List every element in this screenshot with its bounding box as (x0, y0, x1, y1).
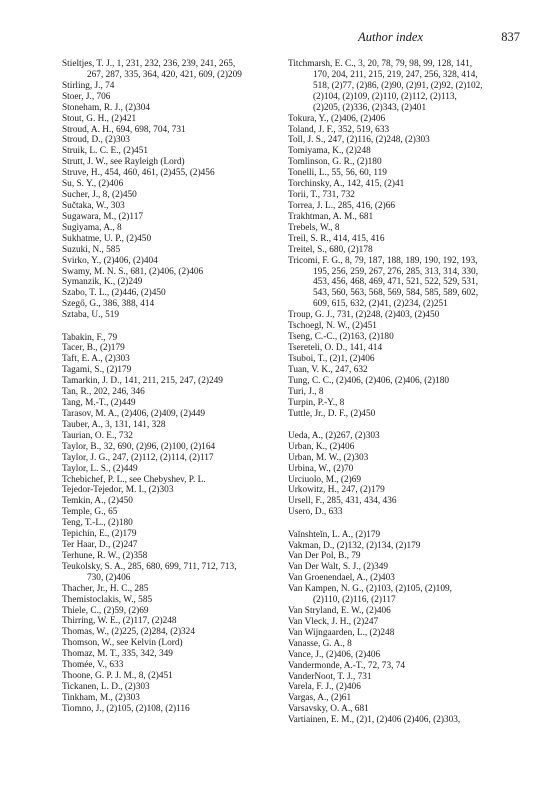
index-entry (62, 682, 294, 693)
index-entry-line: Strutt, J. W., see Rayleigh (Lord) (62, 157, 185, 168)
index-entry-line: Taurian, O. E., 732 (62, 430, 133, 441)
index-entry-line: 543, 560, 563, 568, 569, 584, 585, 589, 602, (313, 288, 479, 299)
index-entry-line: Stroud, A. H., 694, 698, 704, 731 (62, 124, 186, 135)
index-entry (62, 649, 294, 660)
index-entry (288, 365, 520, 376)
index-entry (62, 376, 294, 387)
index-entry-line: Sučtaka, W., 303 (62, 200, 125, 211)
index-entry (62, 518, 294, 529)
index-entry (62, 288, 294, 299)
index-entry (62, 464, 294, 475)
index-entry-line: Tomiyama, K., (2)248 (288, 146, 371, 157)
index-entry (288, 453, 520, 464)
index-entry (288, 114, 520, 125)
index-entry-line: (2)110, (2)116, (2)117 (313, 595, 396, 606)
index-entry-line: Van Kampen, N. G., (2)103, (2)105, (2)109, (288, 584, 452, 595)
index-entry-line: Stout, G. H., (2)421 (62, 113, 137, 124)
index-entry-line: Tabakin, F., 79 (62, 332, 118, 343)
index-entry (62, 234, 294, 245)
page-number: 837 (501, 30, 520, 44)
index-entry-line: Usero, D., 633 (288, 507, 343, 518)
index-entry-line: Van Der Walt, S. J., (2)349 (288, 562, 389, 573)
index-entry (62, 201, 294, 212)
index-entry-line: Tseng, C.-C., (2)163, (2)180 (288, 332, 394, 343)
index-entry-line: Tauber, A., 3, 131, 141, 328 (62, 419, 166, 430)
index-entry (288, 343, 520, 354)
letter-group-gap (288, 518, 520, 529)
index-entry-line: Suzuki, N., 585 (62, 244, 121, 255)
index-entry-line: Vance, J., (2)406, (2)406 (288, 649, 381, 660)
index-entry-line: Tacer, B., (2)179 (62, 343, 125, 354)
index-entry (62, 507, 294, 518)
index-entry-line: Titchmarsh, E. C., 3, 20, 78, 79, 98, 99, 128, 141, (288, 59, 473, 69)
index-entry-line: Thacher, Jr., H. C., 285 (62, 583, 149, 594)
index-entry-line: Ueda, A., (2)267, (2)303 (288, 430, 380, 441)
index-entry (62, 212, 294, 223)
index-entry-line: Szegő, G., 386, 388, 414 (62, 299, 155, 310)
index-entry-line: Vargas, A., (2)61 (288, 693, 352, 704)
index-entry-line: Sztaba, U., 519 (62, 310, 120, 321)
index-entry (62, 638, 294, 649)
index-entry (62, 223, 294, 234)
index-entry-line: Terhune, R. W., (2)358 (62, 550, 148, 561)
index-entry (288, 157, 520, 168)
index-entry-line: Tagami, S., (2)179 (62, 365, 132, 376)
index-entry (288, 606, 520, 617)
index-entry-line: 730, (2)406 (87, 572, 131, 583)
index-entry-line: Ursell, F., 285, 431, 434, 436 (288, 496, 397, 507)
index-entry (288, 398, 520, 409)
letter-group-gap (62, 321, 294, 332)
index-entry (288, 442, 520, 453)
index-entry-line: 609, 615, 632, (2)41, (2)234, (2)251 (313, 299, 448, 310)
index-entry (288, 715, 520, 726)
index-entry (288, 256, 520, 311)
index-entry (288, 584, 520, 606)
index-entry (288, 704, 520, 715)
index-column-left (62, 59, 294, 715)
index-entry-line: Tinkham, M., (2)303 (62, 692, 140, 703)
index-entry-line: Symanzik, K., (2)249 (62, 277, 143, 288)
index-entry-line: Varela, F. J., (2)406 (288, 682, 361, 693)
index-entry-line: Tuan, V. K., 247, 632 (288, 364, 368, 375)
index-entry (62, 485, 294, 496)
index-entry-line: Su, S. Y., (2)406 (62, 179, 124, 190)
index-entry-line: Tepichín, E., (2)179 (62, 529, 137, 540)
index-entry-line: Tokura, Y., (2)406, (2)406 (288, 113, 386, 124)
index-entry-line: Sugiyama, A., 8 (62, 222, 122, 233)
index-entry-line: Stroud, D., (2)303 (62, 135, 130, 146)
index-entry-line: Stieltjes, T. J., 1, 231, 232, 236, 239, 241, 265, (62, 59, 236, 69)
index-entry-line: VanderNoot, T. J., 731 (288, 671, 372, 682)
index-entry (62, 59, 294, 81)
index-entry (62, 431, 294, 442)
index-entry-line: Tan, R., 202, 246, 346 (62, 387, 145, 398)
index-entry (288, 59, 520, 114)
index-entry-line: Torchinsky, A., 142, 415, (2)41 (288, 179, 405, 190)
index-entry (62, 245, 294, 256)
index-entry-line: Turi, J., 8 (288, 386, 324, 397)
index-entry-line: Urciuolo, M., (2)69 (288, 474, 362, 485)
index-entry (62, 671, 294, 682)
index-entry (288, 475, 520, 486)
index-entry (288, 234, 520, 245)
index-entry (62, 420, 294, 431)
index-entry-line: Tang, M.-T., (2)449 (62, 398, 136, 409)
index-entry (62, 256, 294, 267)
index-entry (62, 354, 294, 365)
index-entry-line: Thoone, G. P. J. M., 8, (2)451 (62, 671, 173, 682)
index-entry-line: Treitel, S., 680, (2)178 (288, 244, 373, 255)
index-entry-line: Urban, K., (2)406 (288, 441, 355, 452)
index-entry-line: Van Stryland, E. W., (2)406 (288, 606, 391, 617)
index-entry (62, 551, 294, 562)
index-entry (62, 103, 294, 114)
index-entry (288, 693, 520, 704)
index-entry (288, 541, 520, 552)
index-entry-line: Thomas, W., (2)225, (2)284, (2)324 (62, 627, 195, 638)
index-entry-line: Troup, G. J., 731, (2)248, (2)403, (2)450 (288, 310, 440, 321)
index-entry-line: Ter Haar, D., (2)247 (62, 540, 138, 551)
index-entry (62, 475, 294, 486)
index-entry (288, 409, 520, 420)
index-entry (288, 179, 520, 190)
index-entry-line: 195, 256, 259, 267, 276, 285, 313, 314, 330, (313, 266, 479, 277)
index-entry-line: Sugawara, M., (2)117 (62, 211, 143, 222)
index-entry-line: Trebels, W., 8 (288, 222, 340, 233)
index-entry-line: Temple, G., 65 (62, 507, 118, 518)
index-entry-line: Turpin, P.-Y., 8 (288, 397, 345, 408)
index-entry (288, 190, 520, 201)
index-entry-line: Urbina, W., (2)70 (288, 463, 354, 474)
index-entry-line: Sucher, J., 8, (2)450 (62, 190, 137, 201)
index-entry-line: Toland, J. F., 352, 519, 633 (288, 124, 390, 135)
index-entry (288, 125, 520, 136)
index-entry-line: Svirko, Y., (2)406, (2)404 (62, 255, 158, 266)
index-entry-line: Tricomi, F. G., 8, 79, 187, 188, 189, 190, 192, 193, (288, 255, 478, 266)
index-entry (62, 606, 294, 617)
index-entry-line: Urban, M. W., (2)303 (288, 452, 369, 463)
index-entry (62, 409, 294, 420)
index-entry-line: Van Groenendael, A., (2)403 (288, 573, 395, 584)
index-entry (62, 277, 294, 288)
index-entry-line: Torrea, J. L., 285, 416, (2)66 (288, 200, 396, 211)
index-entry-line: Thirring, W. E., (2)117, (2)248 (62, 616, 177, 627)
index-entry-line: Taylor, B., 32, 690, (2)96, (2)100, (2)164 (62, 441, 216, 452)
index-entry (288, 223, 520, 234)
index-entry (62, 660, 294, 671)
index-entry-line: Thomée, V., 633 (62, 660, 124, 671)
index-entry-line: Teng, T.-L., (2)180 (62, 518, 133, 529)
index-entry (62, 146, 294, 157)
index-entry-line: Tuttle, Jr., D. F., (2)450 (288, 408, 376, 419)
index-entry (288, 496, 520, 507)
index-entry (62, 190, 294, 201)
running-title: Author index (358, 30, 423, 44)
index-entry-line: Szabo, T. L., (2)446, (2)450 (62, 288, 166, 299)
index-entry (288, 321, 520, 332)
index-entry-line: Vanasse, G. A., 8 (288, 638, 352, 649)
index-entry-line: Thomson, W., see Kelvin (Lord) (62, 638, 183, 649)
index-entry-line: Themistoclakis, W., 585 (62, 594, 153, 605)
index-entry (62, 114, 294, 125)
index-entry-line: Temkin, A., (2)450 (62, 496, 133, 507)
index-entry-line: Van Wijngaarden, L., (2)248 (288, 627, 395, 638)
index-entry (62, 81, 294, 92)
index-entry (62, 387, 294, 398)
index-entry (62, 333, 294, 344)
index-entry (62, 343, 294, 354)
index-entry-line: Tamarkin, J. D., 141, 211, 215, 247, (2)249 (62, 376, 223, 387)
index-entry (62, 135, 294, 146)
index-entry (288, 628, 520, 639)
index-entry-line: Van Vleck, J. H., (2)247 (288, 616, 379, 627)
index-entry (288, 376, 520, 387)
index-entry-line: Sukhatme, U. P., (2)450 (62, 233, 152, 244)
index-entry-line: Tchebichef, P. L., see Chebyshev, P. L. (62, 474, 206, 485)
index-entry-line: Struik, L. C. E., (2)451 (62, 146, 148, 157)
index-entry (62, 627, 294, 638)
index-entry-line: Varsavsky, O. A., 681 (288, 704, 369, 715)
index-entry-line: Torii, T., 731, 732 (288, 190, 355, 201)
index-entry (288, 551, 520, 562)
index-entry (288, 201, 520, 212)
index-entry-line: Stoer, J., 706 (62, 91, 111, 102)
index-entry-line: (2)104, (2)109, (2)110, (2)112, (2)113, (313, 91, 457, 102)
index-entry (288, 672, 520, 683)
index-entry-line: 518, (2)77, (2)86, (2)90, (2)91, (2)92, (2)102, (313, 80, 483, 91)
index-entry (288, 431, 520, 442)
index-entry-line: Tonelli, L., 55, 56, 60, 119 (288, 168, 387, 179)
index-entry-line: Van Der Pol, B., 79 (288, 551, 361, 562)
index-column-right (288, 59, 520, 726)
index-entry-line: 267, 287, 335, 364, 420, 421, 609, (2)209 (87, 69, 242, 80)
index-entry-line: Tsereteli, O. D., 141, 414 (288, 342, 383, 353)
index-entry-line: Urkowitz, H., 247, (2)179 (288, 485, 385, 496)
index-entry (288, 212, 520, 223)
index-entry-line: Thiele, C., (2)59, (2)69 (62, 605, 149, 616)
index-entry-line: Tiomno, J., (2)105, (2)108, (2)116 (62, 703, 190, 714)
index-entry (62, 168, 294, 179)
letter-group-gap (288, 419, 520, 430)
index-entry-line: Trakhtman, A. M., 681 (288, 211, 374, 222)
index-entry-line: Struve, H., 454, 460, 461, (2)455, (2)456 (62, 168, 215, 179)
index-entry (288, 354, 520, 365)
index-entry-line: Treil, S. R., 414, 415, 416 (288, 233, 385, 244)
index-entry (62, 267, 294, 278)
index-entry-line: Thomaz, M. T., 335, 342, 349 (62, 649, 173, 660)
index-entry (62, 540, 294, 551)
index-entry-line: Swamy, M. N. S., 681, (2)406, (2)406 (62, 266, 204, 277)
index-entry-line: (2)205, (2)336, (2)343, (2)401 (313, 102, 427, 113)
index-entry (288, 661, 520, 672)
index-entry (288, 650, 520, 661)
index-entry-line: Stoneham, R. J., (2)304 (62, 102, 151, 113)
index-entry (62, 442, 294, 453)
index-entry (62, 616, 294, 627)
index-entry (288, 485, 520, 496)
index-entry-line: 453, 456, 468, 469, 471, 521, 522, 529, 531, (313, 277, 479, 288)
index-entry-line: Tarasov, M. A., (2)406, (2)409, (2)449 (62, 408, 206, 419)
index-entry (62, 310, 294, 321)
index-entry (288, 507, 520, 518)
index-entry (288, 245, 520, 256)
index-entry (288, 530, 520, 541)
index-entry-line: Taft, E. A., (2)303 (62, 354, 130, 365)
index-entry (62, 704, 294, 715)
index-entry-line: Stirling, J., 74 (62, 80, 115, 91)
index-entry (62, 157, 294, 168)
index-entry (62, 529, 294, 540)
index-entry (288, 310, 520, 321)
index-entry-line: Tickanen, L. D., (2)303 (62, 682, 150, 693)
index-entry-line: Toll, J. S., 247, (2)116, (2)248, (2)303 (288, 135, 430, 146)
index-entry (62, 365, 294, 376)
index-entry-line: Vartiainen, E. M., (2)1, (2)406 (2)406, (2)303, (288, 715, 461, 726)
index-entry (62, 179, 294, 190)
index-entry (62, 595, 294, 606)
index-entry (288, 146, 520, 157)
index-entry-line: Taylor, L. S., (2)449 (62, 463, 138, 474)
index-entry (288, 168, 520, 179)
index-entry-line: Tsuboi, T., (2)1, (2)406 (288, 353, 375, 364)
index-entry (62, 125, 294, 136)
index-entry (288, 387, 520, 398)
index-entry (288, 464, 520, 475)
index-entry (62, 453, 294, 464)
index-entry-line: Taylor, J. G., 247, (2)112, (2)114, (2)117 (62, 452, 214, 463)
index-entry-line: Tomlinson, G. R., (2)180 (288, 157, 382, 168)
index-entry (62, 496, 294, 507)
index-entry-line: Vakman, D., (2)132, (2)134, (2)179 (288, 540, 421, 551)
index-entry-line: Teukolsky, S. A., 285, 680, 699, 711, 712, 713, (62, 561, 237, 572)
index-entry (288, 562, 520, 573)
index-entry-line: Tung, C. C., (2)406, (2)406, (2)406, (2)180 (288, 375, 450, 386)
index-entry-line: Tschoegl, N. W., (2)451 (288, 321, 377, 332)
index-entry (288, 639, 520, 650)
index-entry-line: 170, 204, 211, 215, 219, 247, 256, 328, 414, (313, 69, 478, 80)
index-entry (62, 398, 294, 409)
index-entry (62, 299, 294, 310)
index-entry (288, 682, 520, 693)
index-entry-line: Vaĭnshteĭn, L. A., (2)179 (288, 529, 381, 540)
index-entry-line: Vandermonde, A.-T., 72, 73, 74 (288, 660, 406, 671)
index-entry-line: Tejedor-Tejedor, M. I., (2)303 (62, 485, 174, 496)
index-entry (62, 693, 294, 704)
index-entry (288, 135, 520, 146)
index-entry (288, 617, 520, 628)
index-entry (62, 584, 294, 595)
index-entry (62, 92, 294, 103)
index-entry (288, 573, 520, 584)
index-entry (62, 562, 294, 584)
index-entry (288, 332, 520, 343)
